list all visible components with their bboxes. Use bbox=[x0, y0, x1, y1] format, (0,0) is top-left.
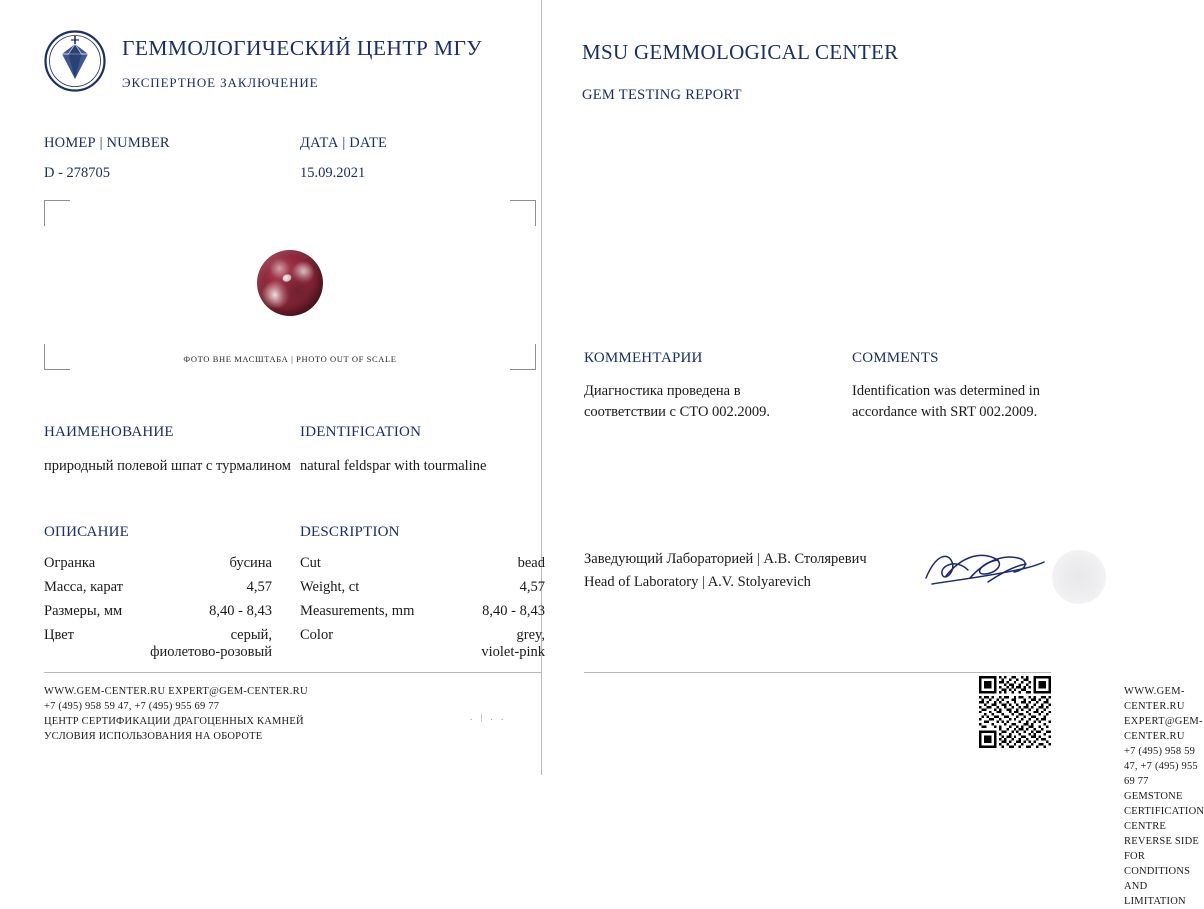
number-label: НОМЕР | NUMBER bbox=[44, 135, 170, 151]
footer-conditions: УСЛОВИЯ ИСПОЛЬЗОВАНИЯ НА ОБОРОТЕ bbox=[44, 731, 263, 742]
prop-key: Weight, ct bbox=[300, 579, 360, 595]
org-title-en: MSU GEMMOLOGICAL CENTER bbox=[582, 40, 899, 64]
qr-code-icon[interactable] bbox=[979, 676, 1051, 748]
prop-value-line1: bead bbox=[517, 555, 545, 571]
prop-value-line1: серый, bbox=[230, 627, 272, 643]
footer-centre-name: ЦЕНТР СЕРТИФИКАЦИИ ДРАГОЦЕННЫХ КАМНЕЙ bbox=[44, 716, 304, 727]
prop-value bbox=[134, 555, 272, 579]
footer-phones: +7 (495) 958 59 47, +7 (495) 955 69 77 bbox=[1124, 746, 1198, 787]
prop-value-line1: бусина bbox=[229, 555, 272, 571]
date-block bbox=[300, 135, 387, 182]
date-label: ДАТА | DATE bbox=[300, 135, 388, 151]
comments-body-ru bbox=[584, 381, 834, 423]
comments-body-ru-line2: соответствии с СТО 002.2009. bbox=[584, 404, 771, 420]
header-russian bbox=[44, 28, 482, 92]
prop-value-line1: 8,40 - 8,43 bbox=[209, 603, 272, 619]
prop-value-line1: grey, bbox=[516, 627, 545, 643]
prop-key: Cut bbox=[300, 555, 321, 571]
prop-value bbox=[134, 579, 272, 603]
comments-block-ru bbox=[584, 350, 834, 423]
signature-block bbox=[584, 548, 1104, 594]
frame-corner-top-left bbox=[44, 200, 70, 226]
footer-divider-right bbox=[584, 672, 1051, 673]
date-value: 15.09.2021 bbox=[300, 165, 366, 181]
identification-value-ru: природный полевой шпат с турмалином bbox=[44, 458, 291, 474]
comments-title-en: COMMENTS bbox=[852, 350, 939, 366]
footer-right bbox=[1124, 684, 1204, 909]
prop-value bbox=[134, 627, 272, 668]
header-text-russian bbox=[122, 28, 482, 91]
table-row bbox=[44, 627, 272, 668]
footer-centre-name: GEMSTONE CERTIFICATION CENTRE bbox=[1124, 791, 1204, 832]
prop-key: Огранка bbox=[44, 555, 96, 571]
table-row bbox=[300, 627, 545, 668]
identification-block-ru bbox=[44, 424, 294, 477]
org-title-ru: ГЕММОЛОГИЧЕСКИЙ ЦЕНТР МГУ bbox=[122, 36, 482, 60]
prop-key: Color bbox=[300, 627, 334, 643]
embossed-seal-icon bbox=[1052, 550, 1106, 604]
prop-value bbox=[457, 627, 545, 668]
description-table-en bbox=[300, 555, 545, 668]
description-block-en bbox=[300, 524, 545, 668]
footer-divider-left bbox=[44, 672, 541, 673]
number-block bbox=[44, 135, 170, 182]
description-table-ru bbox=[44, 555, 272, 668]
footer-web-email[interactable]: WWW.GEM-CENTER.RU EXPERT@GEM-CENTER.RU bbox=[44, 686, 308, 697]
frame-corner-top-right bbox=[510, 200, 536, 226]
footer-conditions: REVERSE SIDE FOR CONDITIONS AND LIMITATION bbox=[1124, 836, 1200, 907]
prop-key: Measurements, mm bbox=[300, 603, 415, 619]
prop-value bbox=[457, 603, 545, 627]
number-value: D - 278705 bbox=[44, 165, 111, 181]
table-row bbox=[44, 579, 272, 603]
round-bead-gemstone-icon bbox=[257, 250, 323, 316]
prop-key: Масса, карат bbox=[44, 579, 123, 595]
footer-left bbox=[44, 684, 308, 744]
description-title-ru: ОПИСАНИЕ bbox=[44, 524, 130, 540]
bead-body bbox=[257, 250, 323, 316]
table-row bbox=[44, 555, 272, 579]
frame-corner-bottom-right bbox=[510, 344, 536, 370]
header-english bbox=[582, 40, 898, 104]
signature-line-en: Head of Laboratory | A.V. Stolyarevich bbox=[584, 574, 811, 590]
prop-value bbox=[457, 579, 545, 603]
prop-value-line1: 8,40 - 8,43 bbox=[482, 603, 545, 619]
org-subtitle-en: GEM TESTING REPORT bbox=[582, 87, 742, 103]
diamond-shield-logo-icon bbox=[44, 30, 106, 92]
org-subtitle-ru: ЭКСПЕРТНОЕ ЗАКЛЮЧЕНИЕ bbox=[122, 75, 319, 90]
prop-value bbox=[457, 555, 545, 579]
comments-body-en bbox=[852, 381, 1112, 423]
prop-value bbox=[134, 603, 272, 627]
comments-body-en-line1: Identification was determined in bbox=[852, 383, 1041, 399]
footer-web-email[interactable]: WWW.GEM-CENTER.RU EXPERT@GEM-CENTER.RU bbox=[1124, 686, 1203, 742]
comments-body-ru-line1: Диагностика проведена в bbox=[584, 383, 741, 399]
identification-block-en bbox=[300, 424, 540, 477]
right-column-english bbox=[542, 0, 1204, 907]
description-title-en: DESCRIPTION bbox=[300, 524, 400, 540]
footer-phones: +7 (495) 958 59 47, +7 (495) 955 69 77 bbox=[44, 701, 220, 712]
prop-value-line2: фиолетово-розовый bbox=[150, 644, 272, 660]
prop-key: Размеры, мм bbox=[44, 603, 123, 619]
table-row bbox=[44, 603, 272, 627]
identification-title-en: IDENTIFICATION bbox=[300, 424, 422, 440]
table-row bbox=[300, 603, 545, 627]
signature-line-ru: Заведующий Лабораторией | А.В. Столяревич bbox=[584, 551, 867, 567]
frame-corner-bottom-left bbox=[44, 344, 70, 370]
prop-value-line1: 4,57 bbox=[246, 579, 272, 595]
page-mark: . | . . bbox=[470, 712, 507, 722]
comments-block-en bbox=[852, 350, 1112, 423]
table-row bbox=[300, 579, 545, 603]
identification-title-ru: НАИМЕНОВАНИЕ bbox=[44, 424, 174, 440]
prop-value-line1: 4,57 bbox=[519, 579, 545, 595]
handwritten-signature-icon bbox=[922, 548, 1047, 592]
prop-value-line2: violet-pink bbox=[481, 644, 545, 660]
comments-title-ru: КОММЕНТАРИИ bbox=[584, 350, 703, 366]
left-column-russian bbox=[0, 0, 545, 775]
photo-caption: ФОТО ВНЕ МАСШТАБА | PHOTO OUT OF SCALE bbox=[183, 354, 397, 364]
prop-key: Цвет bbox=[44, 627, 75, 643]
specimen-photo-area bbox=[44, 200, 536, 370]
description-block-ru bbox=[44, 524, 272, 668]
identification-value-en: natural feldspar with tourmaline bbox=[300, 458, 487, 474]
comments-body-en-line2: accordance with SRT 002.2009. bbox=[852, 404, 1038, 420]
table-row bbox=[300, 555, 545, 579]
